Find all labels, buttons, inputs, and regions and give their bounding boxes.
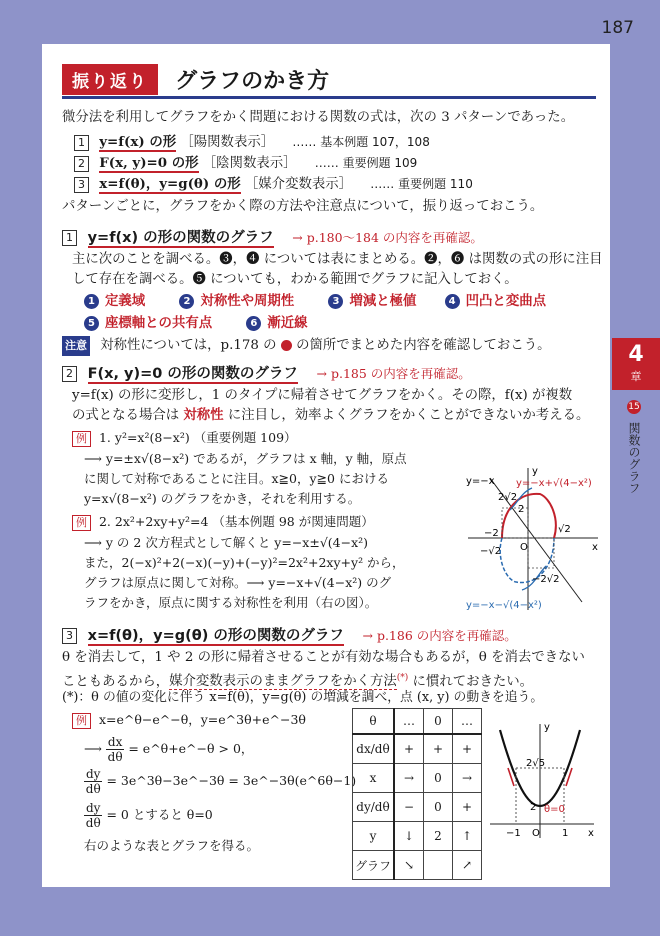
example-line: に関して対称であることに注目。x≧0，y≧0 における [84, 471, 389, 486]
pattern-number: 3 [74, 177, 89, 193]
table-cell: θ [353, 709, 395, 735]
item-label: 漸近線 [267, 316, 308, 331]
section-number: 1 [62, 230, 77, 246]
example-tag: 例 [72, 713, 91, 729]
example-text: = e^θ+e^−θ > 0， [128, 741, 254, 756]
item-label: 対称性や周期性 [200, 294, 295, 309]
variation-table [352, 708, 482, 880]
table-cell: 0 [424, 764, 453, 793]
item-label: 増減と極値 [349, 294, 417, 309]
table-cell: 0 [424, 793, 453, 822]
tick-label: 2 [530, 802, 537, 813]
caution-text-a: 対称性については，p.178 の [100, 338, 277, 353]
tick-label: √2 [558, 524, 571, 535]
body-text: こともあるから， [62, 674, 170, 690]
checklist-row [84, 292, 546, 312]
denominator: dθ [85, 782, 101, 796]
section-3-heading [62, 626, 517, 646]
table-cell: 0 [424, 709, 453, 735]
example-line: ラフをかき，原点に関する対称性を利用（右の図）。 [84, 595, 378, 610]
example-2-heading [72, 512, 374, 532]
body-text: に慣れておきたい。 [408, 674, 534, 690]
pattern-form: F(x, y)=0 の形 [99, 155, 199, 171]
header-label: 振り返り [62, 64, 158, 95]
pattern-number: 2 [74, 156, 89, 172]
example-line: y=x√(8−x²) のグラフをかき，それを利用する。 [84, 491, 361, 506]
tick-label: 2√2 [498, 492, 518, 503]
table-row [353, 822, 482, 851]
table-row [353, 764, 482, 793]
y-axis-label: y [532, 466, 538, 477]
section-side-label [622, 400, 646, 494]
tick-label: −1 [506, 828, 521, 839]
denominator: dθ [85, 816, 101, 830]
guide-box [528, 538, 554, 568]
example-line: ⟶ y の 2 次方程式として解くと y=−x±√(4−x²) [84, 535, 369, 550]
example-tag: 例 [72, 431, 91, 447]
table-cell: 2 [424, 822, 453, 851]
table-row [353, 734, 482, 764]
section-2-body: y=f(x) の形に変形し，1 のタイプに帰着させてグラフをかく。その際，f(x) が複数 [72, 388, 573, 403]
body-emphasis: 媒介変数表示のままグラフをかく方法 [169, 674, 397, 690]
table-cell: − [394, 793, 424, 822]
derivative-fraction [106, 735, 124, 764]
numerator: dy [86, 801, 101, 815]
section-title: F(x, y)=0 の形の関数のグラフ [87, 366, 298, 382]
x-axis-label: x [592, 542, 598, 553]
body-text: に注目し，効率よくグラフをかくことができないか考える。 [227, 408, 590, 423]
example-text: = 3e^3θ−3e^−3θ = 3e^−3θ(e^6θ−1) [106, 773, 357, 788]
table-cell: → [453, 764, 482, 793]
item-label: 座標軸との共有点 [105, 316, 213, 331]
table-cell: dx/dθ [353, 734, 395, 764]
tick-label: −2√2 [532, 574, 560, 585]
table-row [353, 851, 482, 880]
section-badge: 15 [628, 402, 640, 412]
example-line: グラフは原点に関して対称。⟶ y=−x+√(4−x²) のグ [84, 575, 392, 590]
intro-text: 微分法を利用してグラフをかく問題における関数の式は，次の 3 パターンであった。 [62, 110, 575, 125]
table-cell: ↘ [394, 851, 424, 880]
table-cell: dy/dθ [353, 793, 395, 822]
example-1-heading [72, 428, 297, 448]
table-cell: グラフ [353, 851, 395, 880]
ellipse-graph [462, 462, 602, 612]
item-number: 3 [328, 294, 343, 309]
section-title: x=f(θ)，y=g(θ) の形の関数のグラフ [87, 628, 344, 644]
example-line: また，2(−x)²+2(−x)(−y)+(−y)²=2x²+2xy+y² から， [84, 555, 405, 570]
example-3-heading [72, 710, 306, 730]
derivative-fraction [84, 801, 102, 830]
table-cell: y [353, 822, 395, 851]
table-cell: ↓ [394, 822, 424, 851]
y-axis-label: y [544, 722, 550, 733]
pattern-kind: ［媒介変数表示］ [244, 177, 353, 192]
section-ref: → p.185 の内容を再確認。 [316, 366, 471, 381]
example-line [84, 764, 356, 798]
table-cell: … [394, 709, 424, 735]
section-1-heading [62, 228, 483, 248]
tick-label: −2 [484, 528, 499, 539]
example-text: x=e^θ−e^−θ，y=e^3θ+e^−3θ [98, 712, 306, 727]
pattern-ref: …… 重要例題 109 [314, 156, 418, 170]
pattern-number: 1 [74, 135, 89, 151]
chapter-label: 章 [630, 370, 642, 383]
section-title: y=f(x) の形の関数のグラフ [87, 230, 274, 246]
caution-note [62, 336, 551, 356]
example-line [84, 798, 213, 832]
example-text: = 0 とすると θ=0 [106, 807, 213, 822]
section-2-body [72, 406, 589, 426]
section-2-heading [62, 364, 471, 384]
denominator: dθ [107, 750, 123, 764]
item-number: 5 [84, 316, 99, 331]
table-row [353, 709, 482, 735]
table-cell: ↑ [453, 822, 482, 851]
example-text: 1. y²=x²(8−x²) （重要例題 109） [98, 430, 297, 445]
chapter-tab[interactable] [612, 338, 660, 390]
pattern-kind: ［陰関数表示］ [202, 156, 297, 171]
pattern-ref: …… 重要例題 110 [370, 177, 473, 191]
numerator: dx [107, 735, 123, 749]
table-cell: → [394, 764, 424, 793]
section-3-body: θ を消去して，1 や 2 の形に帰着させることが有効な場合もあるが，θ を消去できない [62, 650, 585, 665]
tick-label: −√2 [480, 546, 502, 557]
x-axis-label: x [588, 828, 594, 839]
lower-label: y=−x−√(4−x²) [466, 600, 542, 611]
pattern-ref: …… 基本例題 107，108 [292, 135, 430, 149]
example-line: 右のような表とグラフを得る。 [84, 838, 260, 853]
page-number: 187 [601, 18, 634, 38]
footnote-mark: (*) [396, 673, 409, 683]
arrow-symbol: ⟶ [84, 741, 102, 756]
example-tag: 例 [72, 515, 91, 531]
numerator: dy [86, 767, 101, 781]
page-title: グラフのかき方 [175, 69, 330, 94]
chapter-number: 4 [628, 342, 644, 367]
footnote-text: (*)：θ の値の変化に伴う x=f(θ)，y=g(θ) の増減を調べ，点 (x, y) の動きを追う。 [62, 690, 544, 705]
caution-tag: 注意 [62, 336, 90, 356]
parabola-graph [486, 716, 598, 840]
caution-text-b: の箇所でまとめた内容を確認しておこう。 [296, 338, 551, 353]
derivative-fraction [84, 767, 102, 796]
example-text: 2. 2x²+2xy+y²=4 （基本例題 98 が関連問題） [98, 514, 374, 529]
table-cell: + [424, 734, 453, 764]
tick-label: 1 [562, 828, 569, 839]
line-label: y=−x [466, 476, 495, 487]
table-cell [424, 851, 453, 880]
tick-label: 2 [518, 504, 525, 515]
table-cell: ↗ [453, 851, 482, 880]
page-header [62, 64, 329, 94]
origin-label: O [520, 542, 528, 553]
section-ref: → p.186 の内容を再確認。 [362, 628, 517, 643]
item-number: 2 [179, 294, 194, 309]
section-number: 3 [62, 628, 77, 644]
item-number: 6 [246, 316, 261, 331]
example-line: ⟶ y=±x√(8−x²) であるが，グラフは x 軸，y 軸，原点 [84, 451, 407, 466]
table-cell: + [453, 734, 482, 764]
red-dot-icon [281, 340, 292, 351]
table-cell: + [453, 793, 482, 822]
pattern-form: x=f(θ)，y=g(θ) の形 [99, 176, 241, 192]
origin-label: O [532, 828, 540, 839]
body-text: の式となる場合は [72, 408, 180, 423]
header-rule [62, 96, 596, 99]
table-row [353, 793, 482, 822]
theta-label: θ=0 [544, 804, 565, 815]
section-title: 関数のグラフ [627, 421, 641, 494]
upper-label: y=−x+√(4−x²) [516, 478, 592, 489]
pattern-row [74, 132, 430, 153]
item-number: 4 [445, 294, 460, 309]
item-label: 定義域 [105, 294, 146, 309]
item-label: 凹凸と変曲点 [465, 294, 546, 309]
example-line [84, 732, 253, 766]
section-ref: → p.180～184 の内容を再確認。 [292, 230, 483, 245]
table-cell: x [353, 764, 395, 793]
section-1-body: して存在を調べる。❺ についても，わかる範囲でグラフに記入しておく。 [72, 272, 518, 287]
patterns-note: パターンごとに，グラフをかく際の方法や注意点について，振り返っておこう。 [62, 199, 544, 214]
checklist-row [84, 314, 308, 334]
pattern-form: y=f(x) の形 [99, 134, 177, 150]
pattern-kind: ［陽関数表示］ [180, 135, 275, 150]
item-number: 1 [84, 294, 99, 309]
tick-label: 2√5 [526, 758, 546, 769]
body-emphasis: 対称性 [183, 408, 224, 423]
table-cell: + [394, 734, 424, 764]
section-number: 2 [62, 366, 77, 382]
pattern-row [74, 174, 473, 195]
pattern-row [74, 153, 417, 174]
table-cell: … [453, 709, 482, 735]
section-1-body: 主に次のことを調べる。❸，❹ については表にまとめる。❷，❻ は関数の式の形に注目 [72, 252, 603, 267]
